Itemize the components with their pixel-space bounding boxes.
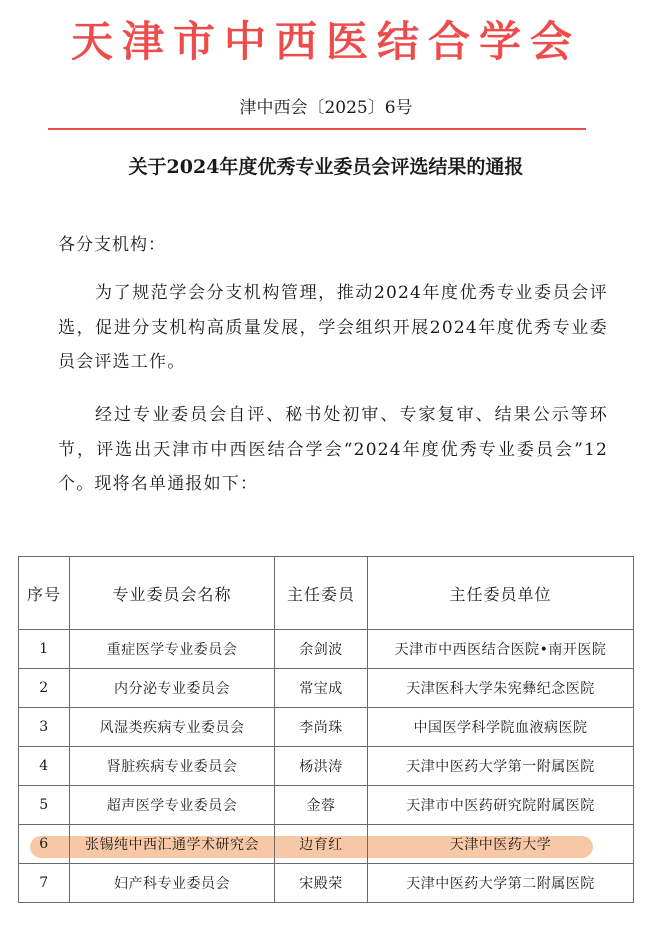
cell-serial-number: 7 — [19, 864, 70, 903]
cell-chair: 余剑波 — [275, 630, 368, 669]
header-chair: 主任委员 — [275, 557, 368, 630]
table-row — [19, 786, 634, 825]
cell-chair: 李尚珠 — [275, 708, 368, 747]
cell-committee-name: 肾脏疾病专业委员会 — [70, 747, 275, 786]
table-header-row — [19, 557, 634, 630]
table-row-highlighted — [19, 825, 634, 864]
cell-chair-unit: 天津中医药大学第二附属医院 — [368, 864, 634, 903]
notice-title: 关于2024年度优秀专业委员会评选结果的通报 — [128, 156, 524, 178]
table-row — [19, 864, 634, 903]
cell-chair: 常宝成 — [275, 669, 368, 708]
org-title: 天津市中西医结合学会 — [70, 17, 581, 66]
cell-serial-number: 6 — [19, 825, 70, 864]
cell-serial-number: 2 — [19, 669, 70, 708]
cell-chair-unit: 天津中医药大学 — [368, 825, 634, 864]
cell-committee-name: 重症医学专业委员会 — [70, 630, 275, 669]
salutation: 各分支机构： — [58, 235, 166, 255]
table-row — [19, 669, 634, 708]
cell-chair-unit: 中国医学科学院血液病医院 — [368, 708, 634, 747]
header-committee-name: 专业委员会名称 — [70, 557, 275, 630]
cell-serial-number: 1 — [19, 630, 70, 669]
cell-chair-unit: 天津医科大学朱宪彝纪念医院 — [368, 669, 634, 708]
cell-chair-unit: 天津中医药大学第一附属医院 — [368, 747, 634, 786]
cell-committee-name: 妇产科专业委员会 — [70, 864, 275, 903]
cell-chair-unit: 天津市中西医结合医院•南开医院 — [368, 630, 634, 669]
table-row — [19, 747, 634, 786]
cell-chair-unit: 天津市中医药研究院附属医院 — [368, 786, 634, 825]
cell-committee-name: 超声医学专业委员会 — [70, 786, 275, 825]
cell-committee-name: 张锡纯中西汇通学术研究会 — [70, 825, 275, 864]
document-number: 津中西会〔2025〕6号 — [239, 98, 413, 118]
cell-serial-number: 5 — [19, 786, 70, 825]
cell-committee-name: 风湿类疾病专业委员会 — [70, 708, 275, 747]
cell-chair: 金蓉 — [275, 786, 368, 825]
body-paragraph: 为了规范学会分支机构管理，推动2024年度优秀专业委员会评选，促进分支机构高质量发展，学会组织开展2024年度优秀专业委员会评选工作。 — [58, 283, 608, 372]
header-serial-number: 序号 — [19, 557, 70, 630]
results-table — [18, 556, 634, 903]
red-divider — [48, 128, 586, 130]
cell-committee-name: 内分泌专业委员会 — [70, 669, 275, 708]
cell-chair: 宋殿荣 — [275, 864, 368, 903]
cell-serial-number: 4 — [19, 747, 70, 786]
cell-serial-number: 3 — [19, 708, 70, 747]
cell-chair: 边育红 — [275, 825, 368, 864]
body-paragraph: 经过专业委员会自评、秘书处初审、专家复审、结果公示等环节，评选出天津市中西医结合学会“2024年度优秀专业委员会”12个。现将名单通报如下： — [58, 405, 608, 494]
header-chair-unit: 主任委员单位 — [368, 557, 634, 630]
cell-chair: 杨洪涛 — [275, 747, 368, 786]
table-row — [19, 708, 634, 747]
table-row — [19, 630, 634, 669]
